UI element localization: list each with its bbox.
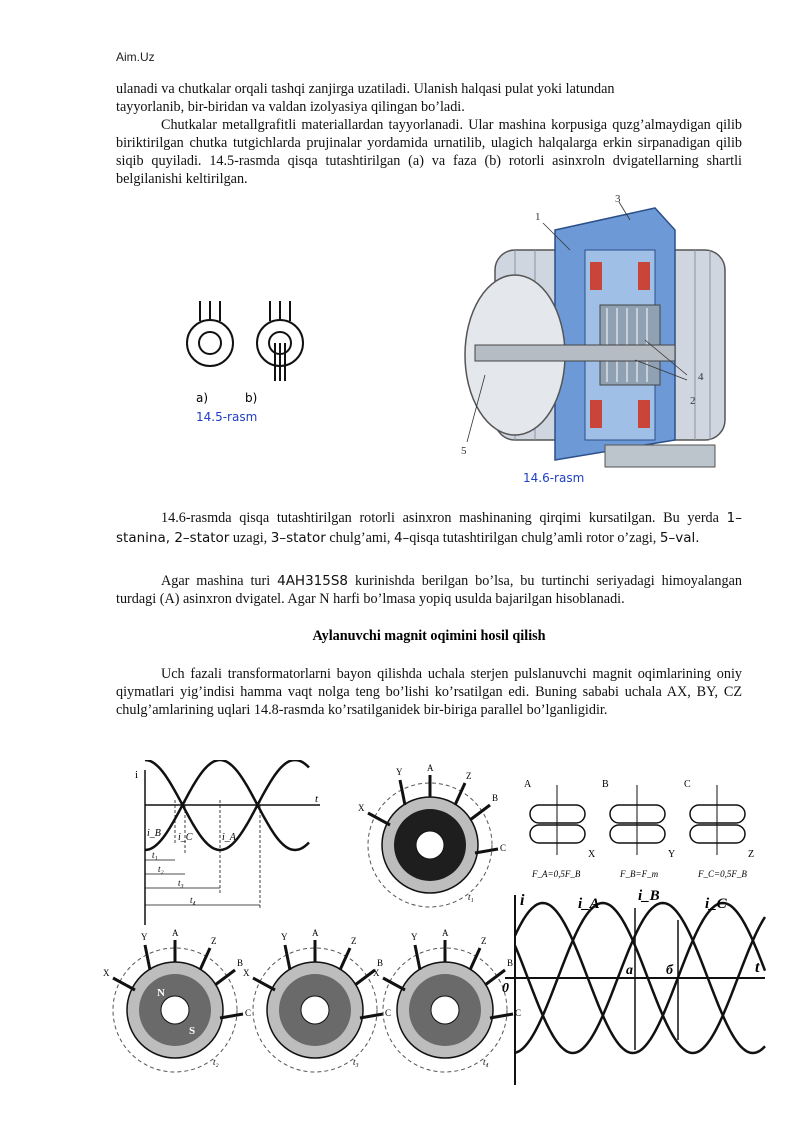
t4-term-Z: Z bbox=[481, 936, 487, 946]
t2-term-Y: Y bbox=[141, 932, 148, 942]
figure-14-5-label-b: b) bbox=[245, 391, 258, 405]
stator-diagram-t4 bbox=[373, 928, 521, 1072]
label-t2: t₂ bbox=[158, 864, 164, 874]
phase-coils-diagram bbox=[524, 779, 754, 879]
t2-term-Z: Z bbox=[211, 936, 217, 946]
figure-14-5-caption: 14.5-rasm bbox=[196, 410, 258, 424]
paragraph-3-text-1: 14.6-rasmda qisqa tutashtirilgan rotorli asinxron mashinaning qirqimi kursatilgan. Bu yerda bbox=[161, 510, 727, 526]
figure-14-5-label-a: a) bbox=[196, 391, 209, 405]
figure-14-6-motor-cutaway bbox=[455, 190, 745, 490]
callout-3: 3 bbox=[615, 193, 621, 205]
t1-term-C: C bbox=[500, 843, 507, 853]
paragraph-3 bbox=[116, 508, 742, 548]
coil-term-B: B bbox=[602, 779, 609, 790]
right-plot-x-label: t bbox=[755, 959, 760, 976]
paragraph-4 bbox=[116, 572, 742, 608]
stator-diagram-t1 bbox=[358, 763, 506, 907]
coil-term-X: X bbox=[588, 849, 596, 860]
t1-term-X: X bbox=[358, 803, 365, 813]
paragraph-1 bbox=[116, 80, 742, 116]
paragraph-3-part-2: 3–stator bbox=[270, 530, 326, 546]
coil-formula-C: F_C=0,5F_B bbox=[698, 869, 747, 879]
t4-term-B: B bbox=[507, 958, 514, 968]
paragraph-3-text-4: qisqa tutashtirilgan chulg’amli rotor o’zagi, bbox=[409, 530, 660, 546]
paragraph-3-part-4: 5–val. bbox=[659, 530, 700, 546]
t4-time: t₄ bbox=[483, 1057, 489, 1067]
paragraph-3-part-1: 1–stanina, 2–stator bbox=[116, 510, 742, 546]
coil-term-C: C bbox=[684, 779, 691, 790]
t4-term-A: A bbox=[442, 928, 449, 938]
t4-term-X: X bbox=[373, 968, 380, 978]
site-header: Aim.Uz bbox=[116, 50, 155, 64]
coil-formula-A: F_A=0,5F_B bbox=[532, 869, 581, 879]
coil-term-A: A bbox=[524, 779, 532, 790]
label-iA: i_A bbox=[222, 832, 236, 843]
paragraph-4-text-2: kurinishda berilgan bo’lsa, bu turtinchi seriyadagi himoyalangan turdagi (A) asinxron dvigatel. Agar N harfi bo’lmasa yopiq usulda bajarilgan hisoblanadi. bbox=[116, 573, 742, 607]
t3-time: t₃ bbox=[353, 1057, 359, 1067]
t1-time: t₁ bbox=[468, 892, 474, 902]
figure-14-5-symbols bbox=[180, 295, 320, 385]
t4-term-Y: Y bbox=[411, 932, 418, 942]
t2-time: t₂ bbox=[213, 1057, 219, 1067]
right-plot-origin: 0 bbox=[502, 981, 509, 996]
paragraph-5: Uch fazali transformatorlarni bayon qilishda uchala sterjen pulslanuvchi magnit oqimlarining oniy qiymatlari yig’indisi hamma vaqt nolga teng bo’lishi ko’rsatilgan edi. Buning sababi uchala AX, BY, CZ chulg’amlarining uqlari 14.8-rasmda ko’rsatilganidek bir-biriga parallel bo’lganligidir. bbox=[116, 666, 742, 718]
series-iB: i_B bbox=[638, 888, 660, 904]
left-plot-x-label: t bbox=[315, 793, 319, 805]
t3-term-C: C bbox=[385, 1008, 392, 1018]
t2-term-X: X bbox=[103, 968, 110, 978]
t1-term-A: A bbox=[427, 763, 434, 773]
paragraph-3-text-2: uzagi, bbox=[229, 530, 271, 546]
symbol-a-squirrel-cage bbox=[187, 301, 233, 366]
label-iB: i_B bbox=[147, 828, 161, 839]
stator-diagram-t3 bbox=[243, 928, 391, 1072]
coil-term-Y: Y bbox=[668, 849, 676, 860]
label-t1: t₁ bbox=[152, 850, 158, 860]
t1-term-B: B bbox=[492, 793, 499, 803]
label-iC: i_C bbox=[178, 832, 193, 843]
callout-4: 4 bbox=[698, 371, 704, 383]
t2-pole-S: S bbox=[189, 1025, 196, 1037]
series-iC: i_C bbox=[705, 896, 727, 912]
t1-term-Y: Y bbox=[396, 767, 403, 777]
t2-pole-N: N bbox=[157, 987, 165, 999]
figure-14-8-rotating-field bbox=[100, 760, 780, 1090]
section-heading: Aylanuvchi magnit oqimini hosil qilish bbox=[312, 628, 546, 644]
point-a: a bbox=[626, 963, 633, 978]
callout-1: 1 bbox=[535, 211, 541, 223]
paragraph-3-text-3: chulg’ami, bbox=[325, 530, 394, 546]
t2-term-C: C bbox=[245, 1008, 252, 1018]
stator-diagram-t2 bbox=[103, 928, 251, 1072]
t3-term-A: A bbox=[312, 928, 319, 938]
right-plot-y-label: i bbox=[520, 892, 525, 909]
t2-term-A: A bbox=[172, 928, 179, 938]
current-plot-right bbox=[502, 888, 765, 1085]
figure-14-6-caption: 14.6-rasm bbox=[523, 471, 585, 485]
symbol-b-wound-rotor bbox=[257, 301, 303, 381]
left-plot-y-label: i bbox=[135, 769, 139, 781]
point-b: б bbox=[666, 963, 673, 978]
label-t4: t₄ bbox=[190, 895, 196, 905]
current-plot-left bbox=[135, 760, 320, 925]
paragraph-1-line-2: tayyorlanib, bir-biridan va valdan izolyasiya qilingan bo’ladi. bbox=[116, 99, 465, 115]
t3-term-Y: Y bbox=[281, 932, 288, 942]
paragraph-4-text-1: Agar mashina turi bbox=[161, 573, 278, 589]
coil-term-Z: Z bbox=[748, 849, 755, 860]
label-t3: t₃ bbox=[178, 878, 184, 888]
paragraph-1-line-1: ulanadi va chutkalar orqali tashqi zanjirga uzatiladi. Ulanish halqasi pulat yoki latundan bbox=[116, 81, 615, 97]
coil-formula-B: F_B=F_m bbox=[620, 869, 659, 879]
t1-term-Z: Z bbox=[466, 771, 472, 781]
t3-term-X: X bbox=[243, 968, 250, 978]
callout-5: 5 bbox=[461, 445, 467, 457]
shaft bbox=[475, 345, 675, 361]
paragraph-2: Chutkalar metallgrafitli materiallardan tayyorlanadi. Ular mashina korpusiga quzg’almaydigan qilib biriktirilgan chutka tutgichlarda prujinalar yordamida urnatilib, ulagich halqalarga erkin sirpanadigan qilib siqib quyiladi. 14.5-rasmda qisqa tutashtirilgan (a) va faza (b) rotorli asinxroln dvigatellarning shartli belgilanishi keltirilgan. bbox=[116, 117, 742, 187]
series-iA: i_A bbox=[578, 896, 600, 912]
machine-type-code: 4AH315S8 bbox=[277, 573, 349, 589]
callout-2: 2 bbox=[690, 395, 696, 407]
t3-term-B: B bbox=[377, 958, 384, 968]
paragraph-3-part-3: 4– bbox=[393, 530, 410, 546]
motor-foot bbox=[605, 445, 715, 467]
t2-term-B: B bbox=[237, 958, 244, 968]
t4-term-C: C bbox=[515, 1008, 522, 1018]
t3-term-Z: Z bbox=[351, 936, 357, 946]
